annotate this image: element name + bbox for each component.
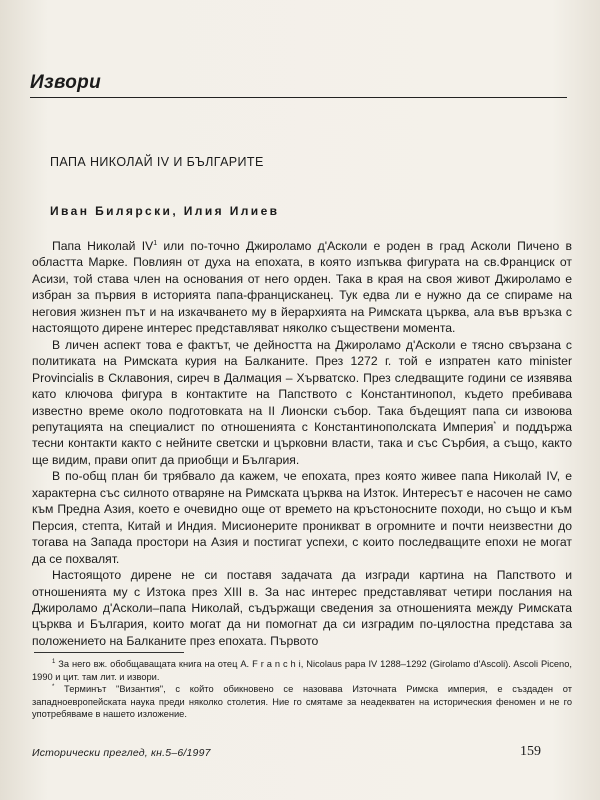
- footnotes: [32, 658, 572, 721]
- paragraph-3: В по-общ план би трябвало да кажем, че епохата, през която живее папа Николай IV, е характерна със силното отваряне на Римската църква на Изток. Интересът е насочен не само към Предна Азия, което е очевидно още от времето на кръстоносните походи, но също и към Персия, степта, Китай и Индия. Мисионерите проникват в огромните и почти неизвестни до тогава на Запада простори на Азия и постигат успехи, с които последващите епохи не могат да се похвалят.: [32, 469, 572, 566]
- paragraph-2-start: В личен аспект това е фактът, че дейността на Джироламо д'Асколи е тясно свързана с политиката на Римската курия на Балканите. През 1272 г. той е изпратен като minister Provincialis в Склавония, сиреч в Далмация – Хърватско. През следващите години се изявява като ключова фигура в контактите на Папството с Константинопол, където пребивава известно време около подготовката на II Лионски събор. Така бъдещият папа си извоюва репутацията на специалист по отношенията с Константинополската Империя: [32, 337, 572, 434]
- footnote-1-marker: 1: [52, 658, 56, 665]
- footnote-divider: [34, 652, 184, 653]
- journal-reference: Исторически преглед, кн.5–6/1997: [32, 747, 211, 759]
- footnote-ref-1: 1: [153, 239, 158, 247]
- footnote-2: [32, 683, 572, 721]
- article-body: [32, 238, 572, 649]
- paragraph-1: [32, 238, 572, 337]
- paragraph-1-rest: или по-точно Джироламо д'Асколи е роден в град Асколи Пичено в областта Марке. Повлиян от духа на епохата, в която изпъква фигурата на св.Франциск от Асизи, той става член на основания от него орден. Така в края на своя живот Джироламо е избран за първия в историята папа-францисканец. Тук едва ли е нужно да се спираме на неговия жизнен път и на изкачването му в йерархията на Римската църква, ала във връзка с настоящото дирене интерес представляват няколко съществени момента.: [32, 239, 572, 336]
- footnote-ref-asterisk: *: [493, 420, 497, 428]
- paragraph-2-rest: и поддържа тесни контакти както с нейните светски и църковни власти, така и със Сърбия, а също, както ще видим, прави опит да приобщи и България.: [32, 419, 572, 467]
- footnote-2-marker: *: [52, 684, 55, 691]
- section-divider: [30, 97, 567, 98]
- footnote-1-text-a: За него вж. обобщаващата книга на отец: [55, 659, 241, 669]
- section-heading: Извори: [30, 72, 101, 93]
- article-authors: Иван Билярски, Илия Илиев: [50, 204, 280, 218]
- paragraph-2: [32, 337, 572, 469]
- footnote-1-text-b: , Nicolaus papa IV 1288–1292 (Girolamo d'Ascoli). Ascoli Piceno, 1990 и цит. там лит. и извори.: [32, 659, 572, 682]
- paragraph-1-start: Папа Николай IV: [52, 239, 154, 253]
- page-number: 159: [520, 744, 541, 759]
- footnote-2-text: Терминът "Византия", с който обикновено се назовава Източната Римска империя, е създаден от западноевропейската наука преди няколко столетия. Ние го смятаме за неадекватен на историческия феномен и не го употребяваме в нашето изложение.: [32, 684, 572, 720]
- article-title: ПАПА НИКОЛАЙ IV И БЪЛГАРИТЕ: [50, 155, 264, 169]
- paragraph-4: Настоящото дирене не си поставя задачата да изгради картина на Папството и отношенията му с Изтока през XIII в. За нас интерес представляват четири послания на Джироламо д'Асколи–папа Николай, съдържащи сведения за отношенията между Римската църква и България, които могат да ни помогнат да си изградим по-цялостна представа за положението на Балканите през епохата. Първото: [32, 568, 572, 648]
- footnote-1-author: A. F r a n c h i: [240, 659, 301, 669]
- footnote-1: [32, 658, 572, 683]
